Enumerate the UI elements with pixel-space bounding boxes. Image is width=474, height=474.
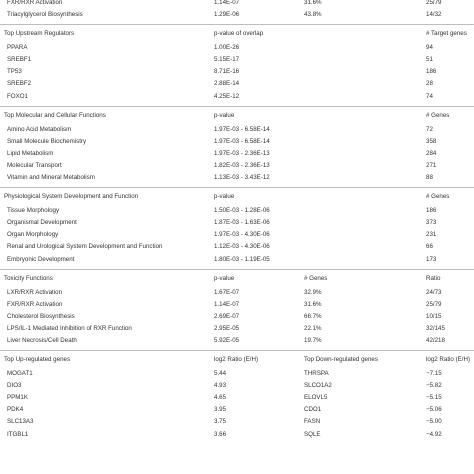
ratio: 10/15: [426, 312, 442, 320]
down-gene-log2-ratio: −4.92: [426, 430, 442, 438]
pathway-name: FXR/RXR Activation: [7, 0, 63, 6]
column-header: p-value of overlap: [214, 30, 264, 38]
table-row: [0, 42, 474, 54]
section-header: [0, 269, 474, 287]
toxicity-section: [0, 269, 474, 347]
function-name: Renal and Urological System Development and Function: [7, 243, 163, 251]
down-gene-log2-ratio: −5.00: [426, 418, 442, 426]
table-row: [0, 335, 474, 347]
p-value: 5.15E-17: [214, 56, 240, 64]
column-header: p-value: [214, 193, 235, 201]
section-title: Top Up-regulated genes: [4, 356, 71, 364]
ratio: 25/79: [426, 0, 442, 6]
ratio: 42/218: [426, 336, 445, 344]
target-count: 74: [426, 92, 433, 100]
up-gene-name: ITGBL1: [7, 430, 29, 438]
table-row: [0, 299, 474, 311]
column-header: # Target genes: [426, 30, 467, 38]
table-row: [0, 254, 474, 266]
section-title: Top Down-regulated genes: [304, 356, 378, 364]
table-row: [0, 229, 474, 241]
table-row: [0, 66, 474, 78]
function-name: Liver Necrosis/Cell Death: [7, 336, 77, 344]
p-value-range: 1.97E-03 - 6.58E-14: [214, 137, 270, 145]
function-name: Organ Morphology: [7, 231, 59, 239]
ratio: 32/145: [426, 324, 445, 332]
target-count: 186: [426, 68, 437, 76]
gene-count: 284: [426, 149, 437, 157]
up-gene-log2-ratio: 3.75: [214, 418, 227, 426]
down-gene-name: THRSPA: [304, 370, 329, 378]
table-row: [0, 380, 474, 392]
p-value: 2.95E-05: [214, 324, 240, 332]
column-header: # Genes: [426, 111, 450, 119]
table-row: [0, 323, 474, 335]
p-value: 2.69E-07: [214, 312, 240, 320]
gene-count: 173: [426, 255, 437, 263]
table-row: [0, 368, 474, 380]
table-row: [0, 136, 474, 148]
function-name: Embryonic Development: [7, 255, 75, 263]
ratio-percent: 43.8%: [304, 11, 322, 19]
down-gene-name: ELOVL5: [304, 394, 328, 402]
down-gene-name: SLCO1A2: [304, 382, 332, 390]
function-name: Cholesterol Biosynthesis: [7, 312, 75, 320]
table-row: [0, 91, 474, 103]
up-gene-log2-ratio: 3.95: [214, 406, 227, 414]
table-row: [0, 160, 474, 172]
gene-percent: 19.7%: [304, 336, 322, 344]
section-header: [0, 350, 474, 368]
table-row: [0, 205, 474, 217]
p-value: 1.00E-26: [214, 44, 240, 52]
table-row: [0, 54, 474, 66]
function-name: Organismal Development: [7, 219, 77, 227]
function-name: Small Molecule Biochemistry: [7, 137, 87, 145]
regulator-name: FOXO1: [7, 92, 28, 100]
physiological-section: [0, 187, 474, 265]
p-value: 8.71E-16: [214, 68, 240, 76]
down-gene-log2-ratio: −5.06: [426, 406, 442, 414]
column-header: log2 Ratio (E/H): [214, 356, 259, 364]
down-gene-name: CDO1: [304, 406, 322, 414]
p-value: 4.25E-12: [214, 92, 240, 100]
p-value: 1.14E-07: [214, 0, 240, 6]
down-gene-log2-ratio: −7.15: [426, 370, 442, 378]
section-header: [0, 187, 474, 205]
column-header: log2 Ratio (E/H): [426, 356, 471, 364]
p-value-range: 1.82E-03 - 2.36E-13: [214, 161, 270, 169]
p-value-range: 1.80E-03 - 1.19E-05: [214, 255, 270, 263]
up-gene-name: PPM1K: [7, 394, 28, 402]
regulator-name: SREBF2: [7, 80, 32, 88]
p-value-range: 1.87E-03 - 1.63E-06: [214, 219, 270, 227]
p-value-range: 1.97E-03 - 4.30E-06: [214, 231, 270, 239]
p-value: 5.92E-05: [214, 336, 240, 344]
function-name: FXR/RXR Activation: [7, 300, 63, 308]
function-name: Tissue Morphology: [7, 207, 60, 215]
table-row: [0, 148, 474, 160]
table-row: [0, 404, 474, 416]
column-header: p-value: [214, 111, 235, 119]
table-row: [0, 172, 474, 184]
gene-count: 358: [426, 137, 437, 145]
gene-percent: 66.7%: [304, 312, 322, 320]
p-value-range: 1.97E-03 - 6.58E-14: [214, 125, 270, 133]
p-value: 1.67E-07: [214, 288, 240, 296]
ratio: 24/73: [426, 288, 442, 296]
gene-count: 186: [426, 207, 437, 215]
table-row: [0, 78, 474, 90]
table-row: [0, 429, 474, 441]
column-header: # Genes: [426, 193, 450, 201]
gene-percent: 32.9%: [304, 288, 322, 296]
table-row: [0, 9, 474, 21]
table-row: [0, 0, 474, 9]
table-row: [0, 311, 474, 323]
pathway-name: Triacylglycerol Biosynthesis: [7, 11, 83, 19]
function-name: Amino Acid Metabolism: [7, 125, 72, 133]
column-header: # Genes: [304, 274, 328, 282]
target-count: 28: [426, 80, 433, 88]
gene-percent: 31.6%: [304, 300, 322, 308]
table-row: [0, 416, 474, 428]
gene-count: 66: [426, 243, 433, 251]
column-header: Ratio: [426, 274, 441, 282]
gene-percent: 22.1%: [304, 324, 322, 332]
table-row: [0, 124, 474, 136]
down-gene-name: FASN: [304, 418, 321, 426]
column-header: p-value: [214, 274, 235, 282]
p-value-range: 1.13E-03 - 3.43E-12: [214, 174, 270, 182]
up-gene-name: MOGAT1: [7, 370, 33, 378]
target-count: 51: [426, 56, 433, 64]
regulator-name: TP53: [7, 68, 22, 76]
table-row: [0, 241, 474, 253]
gene-count: 88: [426, 174, 433, 182]
section-header: [0, 24, 474, 42]
gene-count: 231: [426, 231, 437, 239]
down-gene-name: SQLE: [304, 430, 321, 438]
section-title: Toxicity Functions: [4, 274, 53, 282]
p-value: 2.88E-14: [214, 80, 240, 88]
table-row: [0, 392, 474, 404]
function-name: LXR/RXR Activation: [7, 288, 63, 296]
target-count: 94: [426, 44, 433, 52]
p-value-range: 1.97E-03 - 2.36E-13: [214, 149, 270, 157]
gene-count: 72: [426, 125, 433, 133]
section-title: Physiological System Development and Function: [4, 193, 139, 201]
up-gene-name: PDK4: [7, 406, 24, 414]
upstream-regulators-section: [0, 24, 474, 102]
canonical-pathways-tail: [0, 0, 474, 21]
up-gene-log2-ratio: 5.44: [214, 370, 227, 378]
table-row: [0, 287, 474, 299]
molecular-functions-section: [0, 106, 474, 184]
up-gene-log2-ratio: 4.65: [214, 394, 227, 402]
down-gene-log2-ratio: −5.82: [426, 382, 442, 390]
p-value-range: 1.50E-03 - 1.28E-06: [214, 207, 270, 215]
regulator-name: SREBF1: [7, 56, 32, 64]
p-value: 1.29E-06: [214, 11, 240, 19]
up-gene-log2-ratio: 3.66: [214, 430, 227, 438]
down-gene-log2-ratio: −5.15: [426, 394, 442, 402]
table-row: [0, 217, 474, 229]
function-name: Lipid Metabolism: [7, 149, 54, 157]
up-gene-log2-ratio: 4.93: [214, 382, 227, 390]
top-genes-section: [0, 350, 474, 441]
gene-count: 271: [426, 161, 437, 169]
ratio: 25/79: [426, 300, 442, 308]
function-name: Molecular Transport: [7, 161, 62, 169]
up-gene-name: DIO3: [7, 382, 22, 390]
function-name: Vitamin and Mineral Metabolism: [7, 174, 95, 182]
section-title: Top Upstream Regulators: [4, 30, 75, 38]
regulator-name: PPARA: [7, 44, 28, 52]
up-gene-name: SLC13A3: [7, 418, 34, 426]
ratio-percent: 31.6%: [304, 0, 322, 6]
section-title: Top Molecular and Cellular Functions: [4, 111, 106, 119]
gene-count: 373: [426, 219, 437, 227]
section-header: [0, 106, 474, 124]
p-value: 1.14E-07: [214, 300, 240, 308]
ratio: 14/32: [426, 11, 442, 19]
p-value-range: 1.12E-03 - 4.30E-06: [214, 243, 270, 251]
function-name: LPS/IL-1 Mediated Inhibition of RXR Function: [7, 324, 132, 332]
